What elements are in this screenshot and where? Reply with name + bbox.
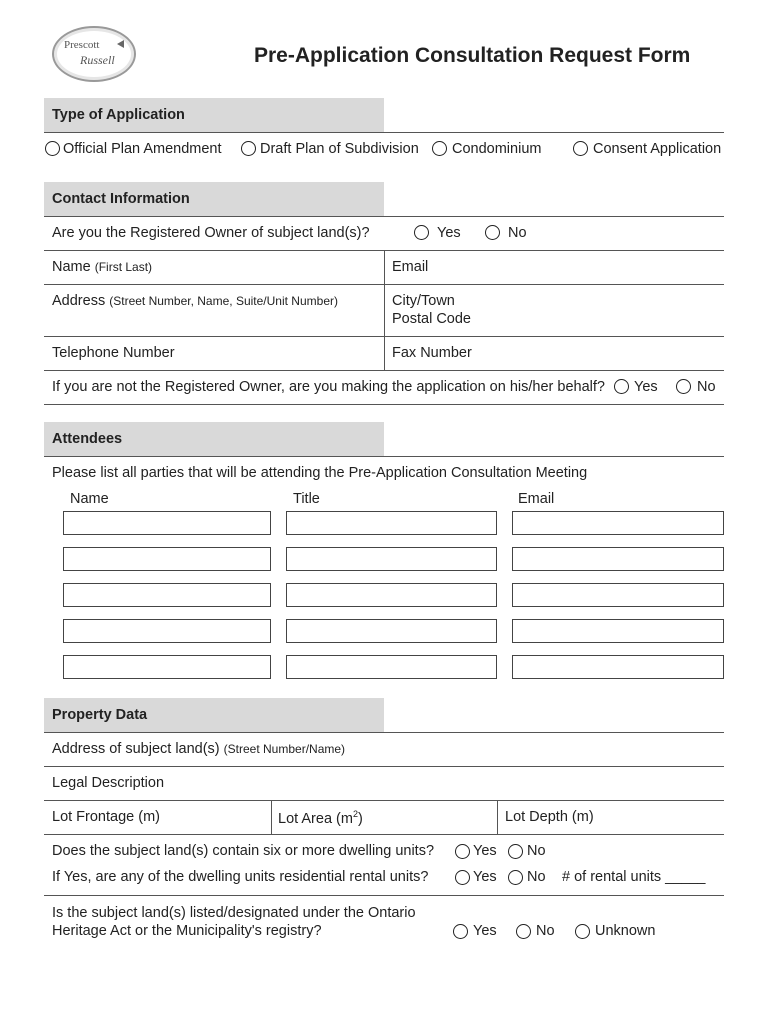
- section-property-data: [44, 698, 384, 732]
- divider: [44, 284, 724, 285]
- yes-label: Yes: [473, 843, 497, 859]
- lot-area-label: Lot Area (m: [278, 810, 353, 827]
- divider: [44, 732, 724, 733]
- address-hint: (Street Number, Name, Suite/Unit Number): [109, 294, 338, 308]
- no-label: No: [508, 225, 527, 241]
- yes-label: Yes: [437, 225, 461, 241]
- telephone-label: Telephone Number: [52, 345, 175, 361]
- logo-text-prescott: Prescott: [64, 39, 100, 51]
- attendee-1-name-input[interactable]: [63, 511, 271, 535]
- fax-label: Fax Number: [392, 345, 472, 361]
- divider: [44, 216, 724, 217]
- lot-frontage-field[interactable]: [52, 809, 160, 825]
- heritage-question-line1: Is the subject land(s) listed/designated under the Ontario: [52, 905, 416, 921]
- yes-label: Yes: [473, 869, 497, 885]
- email-label: Email: [392, 259, 429, 275]
- attendee-1-email-input[interactable]: [512, 511, 724, 535]
- section-heading: Contact Information: [52, 191, 190, 207]
- legal-description-label: Legal Description: [52, 775, 165, 791]
- prescott-russell-logo: [52, 26, 136, 82]
- yes-label: Yes: [473, 923, 497, 939]
- attendee-3-title-input[interactable]: [286, 583, 497, 607]
- radio-heritage-no[interactable]: [516, 924, 531, 939]
- lot-area-close: ): [357, 810, 363, 827]
- postal-code-label: Postal Code: [392, 311, 471, 327]
- attendee-5-name-input[interactable]: [63, 655, 271, 679]
- divider: [44, 336, 724, 337]
- name-label: Name: [52, 259, 91, 275]
- column-header-name: Name: [70, 491, 109, 507]
- section-heading: Type of Application: [52, 107, 185, 123]
- no-label: No: [536, 923, 555, 939]
- attendee-1-title-input[interactable]: [286, 511, 497, 535]
- divider: [44, 456, 724, 457]
- rental-question: If Yes, are any of the dwelling units residential rental units?: [52, 869, 429, 885]
- column-divider: [497, 800, 498, 834]
- rental-units-count-field[interactable]: # of rental units _____: [562, 869, 706, 885]
- attendee-4-name-input[interactable]: [63, 619, 271, 643]
- attendee-3-name-input[interactable]: [63, 583, 271, 607]
- name-field[interactable]: [52, 259, 152, 275]
- radio-owner-yes[interactable]: [414, 225, 429, 240]
- lot-area-field[interactable]: [278, 809, 363, 827]
- address-label: Address: [52, 293, 106, 309]
- column-header-title: Title: [293, 491, 320, 507]
- divider: [44, 834, 724, 835]
- radio-owner-no[interactable]: [485, 225, 500, 240]
- subject-address-label: Address of subject land(s): [52, 741, 220, 757]
- attendee-5-title-input[interactable]: [286, 655, 497, 679]
- subject-address-hint: (Street Number/Name): [223, 742, 346, 756]
- column-divider: [384, 250, 385, 370]
- radio-six-units-yes[interactable]: [455, 844, 470, 859]
- lot-depth-label: Lot Depth (m): [505, 809, 594, 825]
- unknown-label: Unknown: [595, 923, 656, 939]
- address-field[interactable]: [52, 293, 338, 309]
- radio-rental-yes[interactable]: [455, 870, 470, 885]
- fax-field[interactable]: [392, 345, 472, 361]
- attendee-2-email-input[interactable]: [512, 547, 724, 571]
- lot-area-superscript: 2: [352, 809, 358, 819]
- attendee-2-name-input[interactable]: [63, 547, 271, 571]
- radio-official-plan-amendment[interactable]: [45, 141, 60, 156]
- city-field[interactable]: [392, 293, 455, 309]
- option-label: Condominium: [452, 141, 542, 157]
- telephone-field[interactable]: [52, 345, 175, 361]
- section-attendees: [44, 422, 384, 456]
- divider: [44, 800, 724, 801]
- option-label: Draft Plan of Subdivision: [260, 141, 419, 157]
- column-divider: [271, 800, 272, 834]
- page-title: Pre-Application Consultation Request Form: [254, 44, 691, 67]
- attendee-2-title-input[interactable]: [286, 547, 497, 571]
- radio-consent-application[interactable]: [573, 141, 588, 156]
- radio-condominium[interactable]: [432, 141, 447, 156]
- attendee-4-title-input[interactable]: [286, 619, 497, 643]
- email-field[interactable]: [392, 259, 428, 275]
- option-label: Consent Application: [593, 141, 722, 157]
- attendee-5-email-input[interactable]: [512, 655, 724, 679]
- radio-six-units-no[interactable]: [508, 844, 523, 859]
- divider: [44, 404, 724, 405]
- radio-rental-no[interactable]: [508, 870, 523, 885]
- city-label: City/Town: [392, 293, 455, 309]
- section-type-of-application: [44, 98, 384, 132]
- subject-address-field[interactable]: [52, 741, 345, 757]
- section-heading: Attendees: [52, 431, 123, 447]
- radio-heritage-unknown[interactable]: [575, 924, 590, 939]
- section-heading: Property Data: [52, 707, 148, 723]
- radio-behalf-no[interactable]: [676, 379, 691, 394]
- divider: [44, 895, 724, 896]
- yes-label: Yes: [634, 379, 658, 395]
- owner-question: Are you the Registered Owner of subject land(s)?: [52, 225, 370, 241]
- logo-text-russell: Russell: [80, 53, 115, 67]
- name-hint: (First Last): [94, 260, 153, 274]
- radio-heritage-yes[interactable]: [453, 924, 468, 939]
- heritage-question-line2: Heritage Act or the Municipality's registry?: [52, 923, 322, 939]
- legal-description-field[interactable]: [52, 775, 164, 791]
- attendee-3-email-input[interactable]: [512, 583, 724, 607]
- column-header-email: Email: [518, 491, 555, 507]
- behalf-question: If you are not the Registered Owner, are you making the application on his/her behalf?: [52, 379, 605, 395]
- no-label: No: [697, 379, 716, 395]
- divider: [44, 766, 724, 767]
- radio-draft-plan-of-subdivision[interactable]: [241, 141, 256, 156]
- no-label: No: [527, 843, 546, 859]
- lot-depth-field[interactable]: [505, 809, 594, 825]
- section-contact-information: [44, 182, 384, 216]
- attendees-instructions: Please list all parties that will be attending the Pre-Application Consultation Meeting: [52, 465, 588, 481]
- attendee-4-email-input[interactable]: [512, 619, 724, 643]
- logo-arrow-icon: [117, 40, 124, 48]
- lot-frontage-label: Lot Frontage (m): [52, 809, 160, 825]
- no-label: No: [527, 869, 546, 885]
- divider: [44, 370, 724, 371]
- six-units-question: Does the subject land(s) contain six or more dwelling units?: [52, 843, 435, 859]
- radio-behalf-yes[interactable]: [614, 379, 629, 394]
- postal-code-field[interactable]: [392, 311, 471, 327]
- option-label: Official Plan Amendment: [63, 141, 222, 157]
- divider: [44, 132, 724, 133]
